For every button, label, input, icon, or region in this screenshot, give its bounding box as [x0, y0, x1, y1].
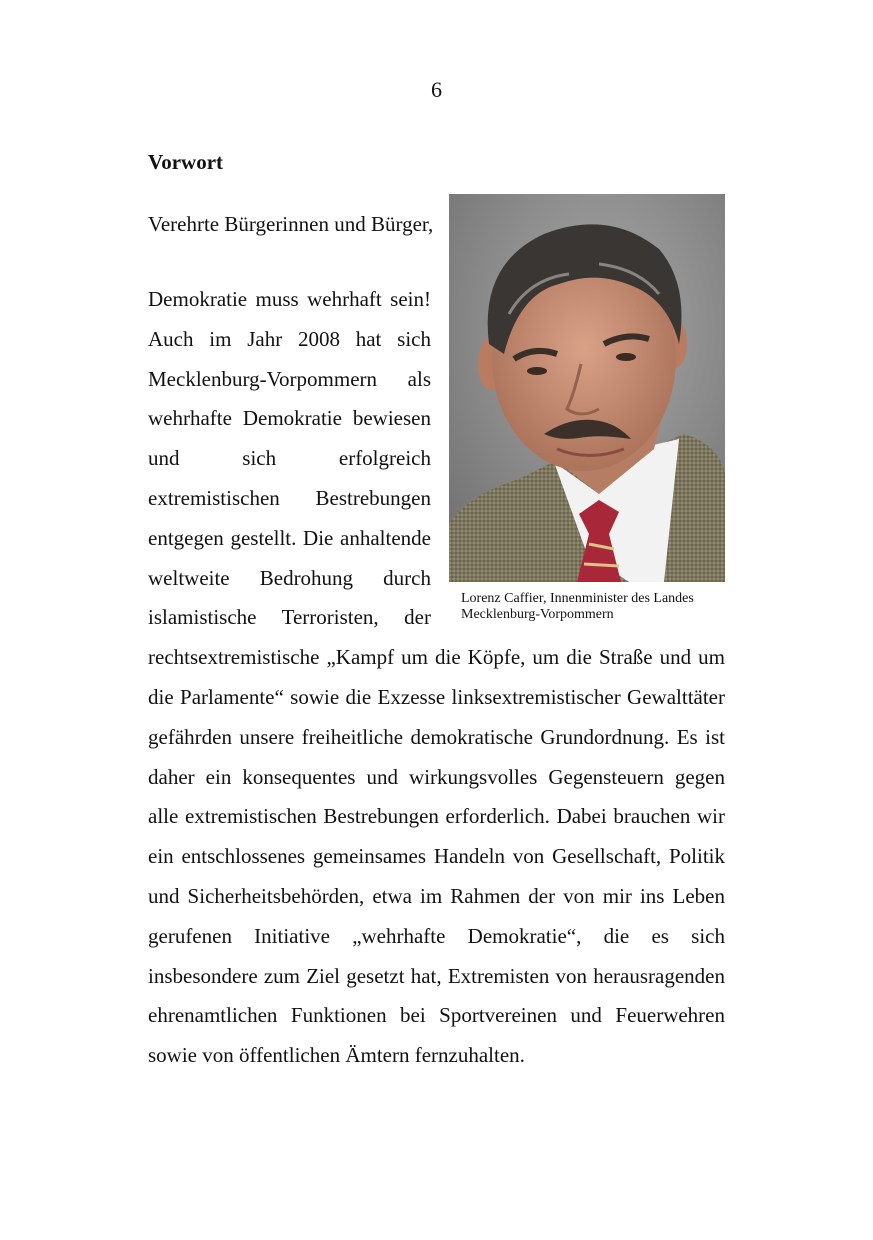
body-paragraph: Demokratie muss wehrhaft sein! Auch im Jahr 2008 hat sich Mecklenburg-Vorpommern als wehrhafte Demokratie bewiesen und sich erfolgreich extremistischen Bestrebungen entgegen gestellt. Die anhaltende weltweite Bedrohung durch islamistische Terroristen, der rechtsextremistische „Kampf um die Köpfe, um die Straße und um die Parlamente“ sowie die Exzesse linksextremistischer Gewalttäter gefährden unsere freiheitliche demokratische Grundordnung. Es ist daher ein konsequentes und wirkungsvolles Gegensteuern gegen alle extremistischen Bestrebungen erforderlich. Dabei brauchen wir ein entschlossenes gemeinsames Handeln von Gesellschaft, Politik und Sicherheitsbehörden, etwa im Rahmen der von mir ins Leben gerufenen Initiative „wehrhafte Demokratie“, die es sich insbesondere zum Ziel gesetzt hat, Extremisten von herausragenden ehrenamtlichen Funktionen bei Sportvereinen und Feuerwehren sowie von öffentlichen Ämtern fernzuhalten. [148, 287, 725, 1068]
page-number: 6 [431, 77, 442, 102]
portrait-figure [449, 280, 725, 638]
salutation: Verehrte Bürgerinnen und Bürger, [148, 212, 434, 236]
section-heading: Vorwort [148, 150, 224, 174]
body-text-block [148, 280, 725, 1076]
caption-line-2: Mecklenburg-Vorpommern [461, 607, 614, 622]
portrait-caption [461, 591, 725, 623]
caption-line-1: Lorenz Caffier, Innenminister des Landes [461, 591, 694, 606]
portrait-photo [449, 194, 725, 582]
